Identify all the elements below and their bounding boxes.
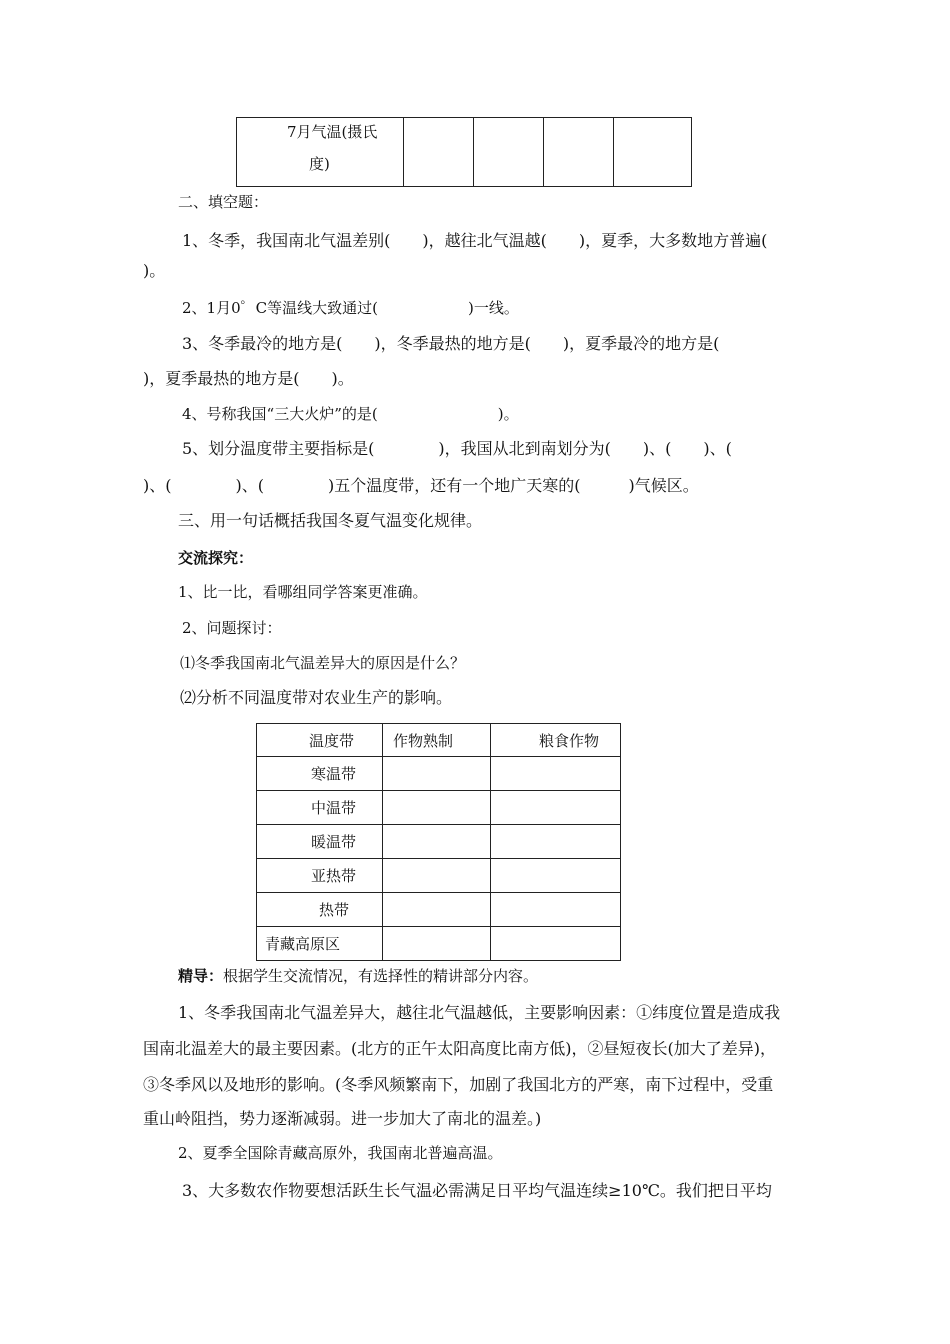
header-cell: 作物熟制 xyxy=(383,724,491,757)
exchange-sub-2: ⑵分析不同温度带对农业生产的影响。 xyxy=(180,688,453,707)
table-header-row xyxy=(257,724,621,757)
guide-p3: 3、大多数农作物要想活跃生长气温必需满足日平均气温连续≥10℃。我们把日平均 xyxy=(182,1181,772,1200)
temperature-table xyxy=(236,117,692,187)
empty-cell xyxy=(474,118,544,187)
empty-cell xyxy=(404,118,474,187)
table-row xyxy=(257,859,621,893)
table-row xyxy=(237,118,692,187)
empty-cell xyxy=(383,859,491,893)
guide-paragraph xyxy=(178,966,538,986)
empty-cell xyxy=(383,927,491,961)
guide-p1-line2: 国南北温差大的最主要因素。(北方的正午太阳高度比南方低)，②昼短夜长(加大了差异)， xyxy=(143,1039,776,1058)
guide-intro: 根据学生交流情况，有选择性的精讲部分内容。 xyxy=(223,967,539,985)
question-3-line2: )，夏季最热的地方是( )。 xyxy=(143,369,354,388)
empty-cell xyxy=(491,893,621,927)
empty-cell xyxy=(491,791,621,825)
empty-cell xyxy=(491,825,621,859)
guide-label: 精导： xyxy=(178,967,224,985)
question-5-line2: )、( )、( )五个温度带，还有一个地广天寒的( )气候区。 xyxy=(143,476,699,495)
row-label-line2: 度) xyxy=(309,155,330,173)
question-5-line1: 5、划分温度带主要指标是( )，我国从北到南划分为( )、( )、( xyxy=(182,439,732,458)
section2-heading: 二、填空题： xyxy=(178,193,269,211)
question-3-line1: 3、冬季最冷的地方是( )，冬季最热的地方是( )，夏季最冷的地方是( xyxy=(182,334,720,353)
zone-cell: 寒温带 xyxy=(257,757,383,791)
zone-cell: 亚热带 xyxy=(257,859,383,893)
guide-p1-line1: 1、冬季我国南北气温差异大，越往北气温越低，主要影响因素：①纬度位置是造成我 xyxy=(178,1003,781,1022)
row-label-cell xyxy=(237,118,404,187)
header-cell: 温度带 xyxy=(257,724,383,757)
table-row xyxy=(257,825,621,859)
empty-cell xyxy=(491,927,621,961)
question-4: 4、号称我国“三大火炉”的是( )。 xyxy=(182,405,519,423)
zone-cell: 中温带 xyxy=(257,791,383,825)
zone-cell: 青藏高原区 xyxy=(257,927,383,961)
empty-cell xyxy=(383,825,491,859)
zone-cell: 暖温带 xyxy=(257,825,383,859)
section3-heading: 三、用一句话概括我国冬夏气温变化规律。 xyxy=(178,511,483,530)
empty-cell xyxy=(383,893,491,927)
exchange-item-1: 1、比一比，看哪组同学答案更准确。 xyxy=(178,583,428,601)
guide-p1-line3: ③冬季风以及地形的影响。(冬季风频繁南下，加剧了我国北方的严寒，南下过程中，受重 xyxy=(143,1075,774,1094)
exchange-heading: 交流探究： xyxy=(178,549,254,567)
header-cell: 粮食作物 xyxy=(491,724,621,757)
exchange-item-2: 2、问题探讨： xyxy=(182,619,282,637)
empty-cell xyxy=(383,791,491,825)
table-row xyxy=(257,791,621,825)
question-1-line1: 1、冬季，我国南北气温差别( )，越往北气温越( )，夏季，大多数地方普遍( xyxy=(182,231,768,250)
zone-cell: 热带 xyxy=(257,893,383,927)
table-row xyxy=(257,893,621,927)
exchange-sub-1: ⑴冬季我国南北气温差异大的原因是什么？ xyxy=(180,654,466,672)
question-2: 2、1月0゜C等温线大致通过( )一线。 xyxy=(182,299,519,317)
guide-p2: 2、夏季全国除青藏高原外，我国南北普遍高温。 xyxy=(178,1144,503,1162)
empty-cell xyxy=(614,118,692,187)
empty-cell xyxy=(544,118,614,187)
empty-cell xyxy=(491,757,621,791)
guide-p1-line4: 重山岭阻挡，势力逐渐减弱。进一步加大了南北的温差。) xyxy=(143,1109,542,1128)
table-row xyxy=(257,927,621,961)
empty-cell xyxy=(383,757,491,791)
question-1-line2: )。 xyxy=(143,261,166,280)
crop-table xyxy=(256,723,621,961)
table-row xyxy=(257,757,621,791)
row-label-line1: 7月气温(摄氏 xyxy=(287,123,378,141)
empty-cell xyxy=(491,859,621,893)
